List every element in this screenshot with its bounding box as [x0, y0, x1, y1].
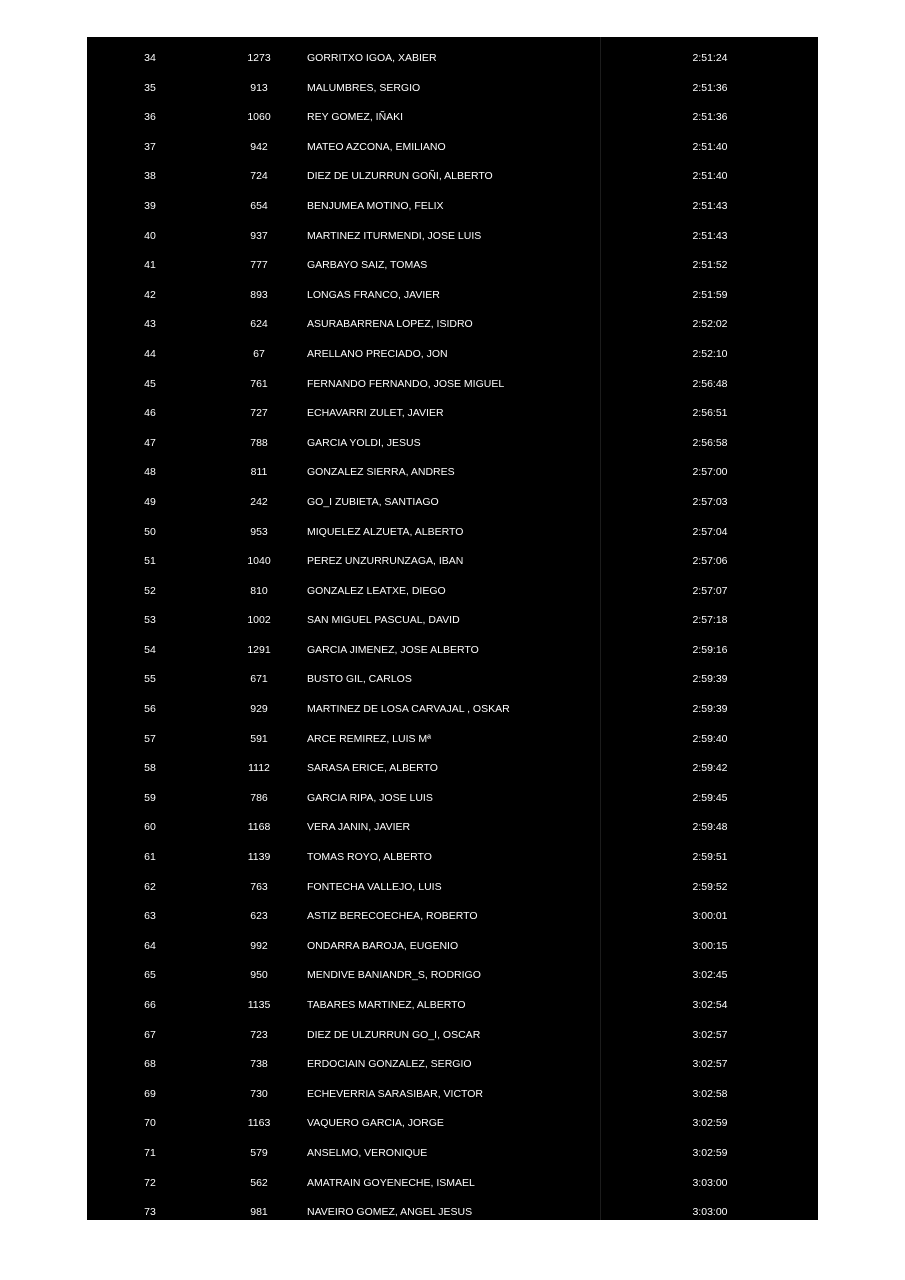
- finish-time-cell: 2:51:40: [692, 170, 728, 183]
- position-cell: 42: [144, 288, 156, 301]
- position-cell: 56: [144, 703, 156, 716]
- bib-number-cell: 942: [250, 140, 268, 153]
- position-cell: 37: [144, 140, 156, 153]
- runner-name-cell: ERDOCIAIN GONZALEZ, SERGIO: [307, 1058, 472, 1071]
- bib-number-cell: 579: [250, 1146, 268, 1159]
- finish-time-cell: 2:56:51: [692, 407, 728, 420]
- table-row: [87, 340, 818, 370]
- finish-time-cell: 2:51:36: [692, 81, 728, 94]
- table-row: [87, 162, 818, 192]
- bib-number-cell: 811: [250, 466, 268, 479]
- bib-number-cell: 1163: [247, 1117, 271, 1130]
- results-rows: [87, 44, 818, 1220]
- table-row: [87, 813, 818, 843]
- bib-number-cell: 738: [250, 1058, 268, 1071]
- table-row: [87, 784, 818, 814]
- bib-number-cell: 623: [250, 910, 268, 923]
- finish-time-cell: 2:57:03: [692, 495, 728, 508]
- table-row: [87, 1198, 818, 1220]
- position-cell: 53: [144, 614, 156, 627]
- bib-number-cell: 1112: [248, 762, 270, 775]
- position-cell: 46: [144, 407, 156, 420]
- bib-number-cell: 1040: [247, 555, 271, 568]
- runner-name-cell: AMATRAIN GOYENECHE, ISMAEL: [307, 1176, 475, 1189]
- position-cell: 41: [144, 259, 156, 272]
- finish-time-cell: 3:03:00: [692, 1176, 728, 1189]
- runner-name-cell: BUSTO GIL, CARLOS: [307, 673, 412, 686]
- table-row: [87, 192, 818, 222]
- table-row: [87, 695, 818, 725]
- finish-time-cell: 2:51:36: [692, 111, 728, 124]
- runner-name-cell: FERNANDO FERNANDO, JOSE MIGUEL: [307, 377, 505, 390]
- table-row: [87, 1139, 818, 1169]
- bib-number-cell: 242: [250, 495, 268, 508]
- runner-name-cell: GORRITXO IGOA, XABIER: [307, 52, 437, 64]
- table-row: [87, 281, 818, 311]
- table-row: [87, 1021, 818, 1051]
- finish-time-cell: 2:59:40: [692, 732, 728, 745]
- finish-time-cell: 2:52:02: [692, 318, 728, 331]
- runner-name-cell: SARASA ERICE, ALBERTO: [307, 762, 438, 775]
- bib-number-cell: 981: [250, 1206, 268, 1219]
- finish-time-cell: 3:02:59: [692, 1117, 728, 1130]
- bib-number-cell: 786: [250, 791, 268, 804]
- finish-time-cell: 2:59:51: [692, 851, 728, 864]
- finish-time-cell: 2:51:43: [692, 229, 728, 242]
- bib-number-cell: 913: [250, 81, 268, 94]
- finish-time-cell: 2:51:40: [692, 140, 728, 153]
- finish-time-cell: 2:51:59: [692, 288, 728, 301]
- runner-name-cell: ANSELMO, VERONIQUE: [307, 1146, 428, 1159]
- position-cell: 45: [144, 377, 156, 390]
- runner-name-cell: ECHEVERRIA SARASIBAR, VICTOR: [307, 1087, 484, 1100]
- table-row: [87, 370, 818, 400]
- runner-name-cell: GARCIA YOLDI, JESUS: [307, 436, 421, 449]
- bib-number-cell: 950: [250, 969, 268, 982]
- position-cell: 44: [144, 347, 156, 360]
- position-cell: 58: [144, 762, 156, 775]
- table-row: [87, 1080, 818, 1110]
- table-row: [87, 577, 818, 607]
- finish-time-cell: 2:51:43: [692, 199, 728, 212]
- finish-time-cell: 2:57:18: [692, 614, 728, 627]
- runner-name-cell: LONGAS FRANCO, JAVIER: [307, 288, 440, 301]
- bib-number-cell: 67: [253, 347, 265, 360]
- position-cell: 35: [144, 81, 156, 94]
- finish-time-cell: 2:51:24: [692, 52, 728, 64]
- position-cell: 48: [144, 466, 156, 479]
- bib-number-cell: 992: [250, 939, 268, 952]
- bib-number-cell: 810: [250, 584, 268, 597]
- table-row: [87, 961, 818, 991]
- runner-name-cell: ASURABARRENA LOPEZ, ISIDRO: [307, 318, 473, 331]
- table-row: [87, 1109, 818, 1139]
- bib-number-cell: 723: [250, 1028, 268, 1041]
- runner-name-cell: FONTECHA VALLEJO, LUIS: [307, 880, 442, 893]
- table-row: [87, 902, 818, 932]
- runner-name-cell: GONZALEZ SIERRA, ANDRES: [307, 466, 455, 479]
- runner-name-cell: MIQUELEZ ALZUETA, ALBERTO: [307, 525, 464, 538]
- position-cell: 65: [144, 969, 156, 982]
- finish-time-cell: 2:59:45: [692, 791, 728, 804]
- bib-number-cell: 727: [250, 407, 268, 420]
- finish-time-cell: 2:56:58: [692, 436, 728, 449]
- runner-name-cell: TOMAS ROYO, ALBERTO: [307, 851, 432, 864]
- runner-name-cell: DIEZ DE ULZURRUN GOÑI, ALBERTO: [307, 170, 493, 183]
- runner-name-cell: GARCIA JIMENEZ, JOSE ALBERTO: [307, 643, 479, 656]
- position-cell: 73: [144, 1206, 156, 1219]
- runner-name-cell: MALUMBRES, SERGIO: [307, 81, 421, 94]
- finish-time-cell: 3:02:58: [692, 1087, 728, 1100]
- position-cell: 52: [144, 584, 156, 597]
- table-row: [87, 636, 818, 666]
- bib-number-cell: 893: [250, 288, 268, 301]
- runner-name-cell: GARCIA RIPA, JOSE LUIS: [307, 791, 433, 804]
- runner-name-cell: ECHAVARRI ZULET, JAVIER: [307, 407, 444, 420]
- bib-number-cell: 761: [250, 377, 268, 390]
- finish-time-cell: 3:02:59: [692, 1146, 728, 1159]
- finish-time-cell: 3:02:57: [692, 1058, 728, 1071]
- finish-time-cell: 3:00:01: [692, 910, 728, 923]
- table-row: [87, 44, 818, 74]
- runner-name-cell: SAN MIGUEL PASCUAL, DAVID: [307, 614, 460, 627]
- runner-name-cell: VERA JANIN, JAVIER: [307, 821, 411, 834]
- table-row: [87, 488, 818, 518]
- finish-time-cell: 2:51:52: [692, 259, 728, 272]
- finish-time-cell: 2:59:52: [692, 880, 728, 893]
- position-cell: 55: [144, 673, 156, 686]
- bib-number-cell: 937: [250, 229, 268, 242]
- table-row: [87, 547, 818, 577]
- bib-number-cell: 777: [250, 259, 268, 272]
- bib-number-cell: 724: [250, 170, 268, 183]
- table-row: [87, 665, 818, 695]
- bib-number-cell: 730: [250, 1087, 268, 1100]
- finish-time-cell: 3:02:57: [692, 1028, 728, 1041]
- finish-time-cell: 2:59:39: [692, 703, 728, 716]
- position-cell: 50: [144, 525, 156, 538]
- bib-number-cell: 1291: [247, 643, 271, 656]
- table-row: [87, 429, 818, 459]
- finish-time-cell: 2:59:16: [692, 643, 728, 656]
- bib-number-cell: 1060: [247, 111, 271, 124]
- finish-time-cell: 2:57:00: [692, 466, 728, 479]
- finish-time-cell: 2:52:10: [692, 347, 728, 360]
- table-row: [87, 873, 818, 903]
- table-row: [87, 310, 818, 340]
- runner-name-cell: MATEO AZCONA, EMILIANO: [307, 140, 446, 153]
- bib-number-cell: 763: [250, 880, 268, 893]
- runner-name-cell: NAVEIRO GOMEZ, ANGEL JESUS: [307, 1206, 473, 1219]
- runner-name-cell: GARBAYO SAIZ, TOMAS: [307, 259, 428, 272]
- bib-number-cell: 624: [250, 318, 268, 331]
- position-cell: 59: [144, 791, 156, 804]
- position-cell: 68: [144, 1058, 156, 1071]
- table-row: [87, 991, 818, 1021]
- table-row: [87, 103, 818, 133]
- table-row: [87, 754, 818, 784]
- position-cell: 36: [144, 111, 156, 124]
- position-cell: 72: [144, 1176, 156, 1189]
- position-cell: 60: [144, 821, 156, 834]
- position-cell: 54: [144, 643, 156, 656]
- finish-time-cell: 2:59:39: [692, 673, 728, 686]
- runner-name-cell: MENDIVE BANIANDR_S, RODRIGO: [307, 969, 481, 982]
- table-row: [87, 843, 818, 873]
- bib-number-cell: 1273: [247, 52, 271, 64]
- table-row: [87, 133, 818, 163]
- results-table: [87, 37, 818, 1220]
- bib-number-cell: 929: [250, 703, 268, 716]
- finish-time-cell: 3:02:45: [692, 969, 728, 982]
- runner-name-cell: TABARES MARTINEZ, ALBERTO: [307, 999, 466, 1011]
- table-row: [87, 251, 818, 281]
- position-cell: 39: [144, 199, 156, 212]
- runner-name-cell: REY GOMEZ, IÑAKI: [307, 111, 404, 124]
- bib-number-cell: 591: [250, 732, 268, 745]
- position-cell: 40: [144, 229, 156, 242]
- table-row: [87, 518, 818, 548]
- position-cell: 51: [144, 555, 156, 568]
- position-cell: 34: [144, 52, 156, 64]
- bib-number-cell: 1002: [247, 614, 271, 627]
- table-row: [87, 1169, 818, 1199]
- table-row: [87, 1050, 818, 1080]
- bib-number-cell: 788: [250, 436, 268, 449]
- table-row: [87, 74, 818, 104]
- finish-time-cell: 2:59:42: [692, 762, 728, 775]
- runner-name-cell: PEREZ UNZURRUNZAGA, IBAN: [307, 555, 464, 568]
- position-cell: 63: [144, 910, 156, 923]
- table-row: [87, 932, 818, 962]
- position-cell: 57: [144, 732, 156, 745]
- bib-number-cell: 654: [250, 199, 268, 212]
- bib-number-cell: 953: [250, 525, 268, 538]
- runner-name-cell: MARTINEZ DE LOSA CARVAJAL , OSKAR: [307, 703, 510, 716]
- position-cell: 62: [144, 880, 156, 893]
- position-cell: 64: [144, 939, 156, 952]
- finish-time-cell: 2:57:04: [692, 525, 728, 538]
- table-row: [87, 222, 818, 252]
- position-cell: 47: [144, 436, 156, 449]
- runner-name-cell: VAQUERO GARCIA, JORGE: [307, 1117, 444, 1130]
- table-row: [87, 725, 818, 755]
- finish-time-cell: 3:03:00: [692, 1206, 728, 1219]
- position-cell: 49: [144, 495, 156, 508]
- bib-number-cell: 671: [250, 673, 268, 686]
- position-cell: 71: [144, 1146, 156, 1159]
- position-cell: 66: [144, 999, 156, 1011]
- runner-name-cell: ASTIZ BERECOECHEA, ROBERTO: [307, 910, 478, 923]
- position-cell: 69: [144, 1087, 156, 1100]
- runner-name-cell: GONZALEZ LEATXE, DIEGO: [307, 584, 446, 597]
- runner-name-cell: BENJUMEA MOTINO, FELIX: [307, 199, 444, 212]
- bib-number-cell: 1135: [247, 999, 271, 1011]
- runner-name-cell: ARELLANO PRECIADO, JON: [307, 347, 448, 360]
- finish-time-cell: 2:56:48: [692, 377, 728, 390]
- bib-number-cell: 1168: [247, 821, 271, 834]
- finish-time-cell: 3:00:15: [692, 939, 728, 952]
- position-cell: 67: [144, 1028, 156, 1041]
- position-cell: 38: [144, 170, 156, 183]
- bib-number-cell: 562: [250, 1176, 268, 1189]
- position-cell: 61: [144, 851, 156, 864]
- position-cell: 70: [144, 1117, 156, 1130]
- runner-name-cell: GO_I ZUBIETA, SANTIAGO: [307, 495, 439, 508]
- bib-number-cell: 1139: [247, 851, 271, 864]
- position-cell: 43: [144, 318, 156, 331]
- runner-name-cell: ONDARRA BAROJA, EUGENIO: [307, 939, 459, 952]
- runner-name-cell: MARTINEZ ITURMENDI, JOSE LUIS: [307, 229, 482, 242]
- runner-name-cell: DIEZ DE ULZURRUN GO_I, OSCAR: [307, 1028, 481, 1041]
- table-row: [87, 458, 818, 488]
- table-row: [87, 399, 818, 429]
- finish-time-cell: 2:57:06: [692, 555, 728, 568]
- finish-time-cell: 2:57:07: [692, 584, 728, 597]
- runner-name-cell: ARCE REMIREZ, LUIS Mª: [307, 732, 432, 745]
- finish-time-cell: 2:59:48: [692, 821, 728, 834]
- table-row: [87, 606, 818, 636]
- finish-time-cell: 3:02:54: [692, 999, 728, 1011]
